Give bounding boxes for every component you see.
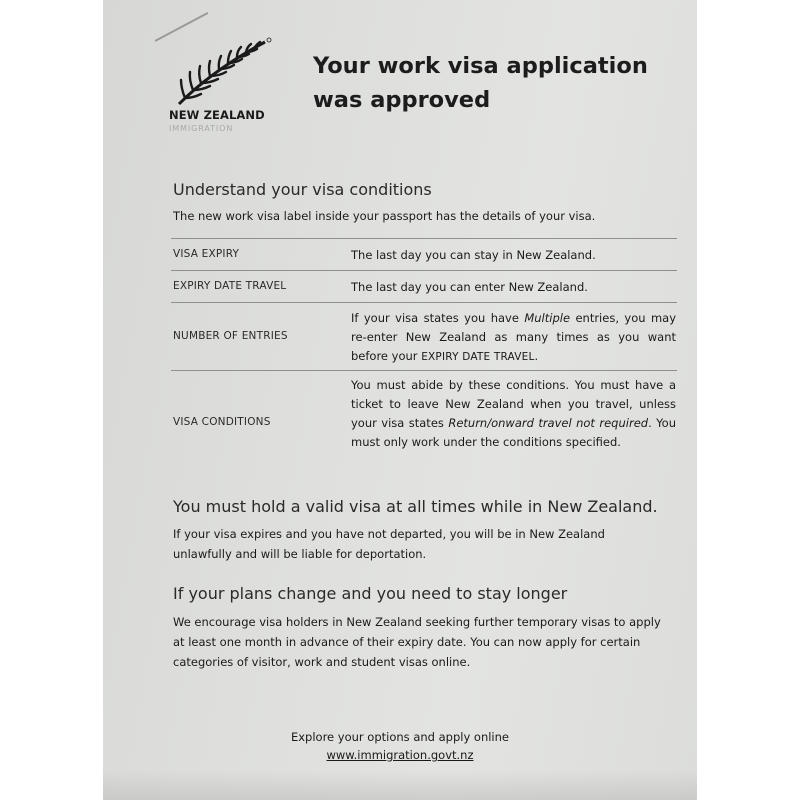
row-desc-number-of-entries: If your visa states you have Multiple entries, you may re-enter New Zealand as many times as you want before your EXPIRY DATE TRAVEL. — [351, 311, 676, 363]
valid-visa-heading: You must hold a valid visa at all times while in New Zealand. — [173, 497, 658, 516]
conditions-intro: The new work visa label inside your passport has the details of your visa. — [173, 209, 596, 223]
row-label-number-of-entries: NUMBER OF ENTRIES — [173, 330, 288, 342]
org-subtitle: IMMIGRATION — [169, 124, 234, 133]
valid-visa-body: If your visa expires and you have not departed, you will be in New Zealand unlawfully and will be liable for deportation. — [173, 527, 605, 561]
row-desc-expiry-date-travel: The last day you can enter New Zealand. — [351, 280, 588, 294]
nz-immigration-logo — [169, 36, 279, 136]
table-divider — [171, 270, 677, 271]
row-label-expiry-date-travel: EXPIRY DATE TRAVEL — [173, 280, 287, 292]
letter-page — [103, 0, 697, 800]
table-divider — [171, 238, 677, 239]
row-label-visa-conditions: VISA CONDITIONS — [173, 416, 271, 428]
plans-change-heading: If your plans change and you need to stay longer — [173, 584, 568, 603]
background-left — [0, 0, 103, 800]
table-divider — [171, 370, 677, 371]
conditions-heading: Understand your visa conditions — [173, 180, 432, 199]
website-link[interactable]: www.immigration.govt.nz — [326, 748, 474, 762]
silver-fern-icon — [173, 36, 273, 108]
row-desc-visa-expiry: The last day you can stay in New Zealand. — [351, 248, 596, 262]
page-title: Your work visa application was approved — [313, 53, 648, 113]
org-name: NEW ZEALAND — [169, 108, 265, 122]
row-desc-visa-conditions: You must abide by these conditions. You must have a ticket to leave New Zealand when you travel, unless your visa states Return/onward travel not required. You must only work under the conditions specified. — [351, 378, 676, 449]
table-divider — [171, 302, 677, 303]
row-label-visa-expiry: VISA EXPIRY — [173, 248, 240, 260]
footer-link-row — [103, 748, 697, 762]
footer-text: Explore your options and apply online — [290, 730, 509, 744]
plans-change-body: We encourage visa holders in New Zealand seeking further temporary visas to apply at least one month in advance of their expiry date. You can now apply for certain categories of visitor, work and student visas online. — [173, 615, 661, 669]
paper-shadow — [103, 770, 697, 800]
background-right — [697, 0, 800, 800]
